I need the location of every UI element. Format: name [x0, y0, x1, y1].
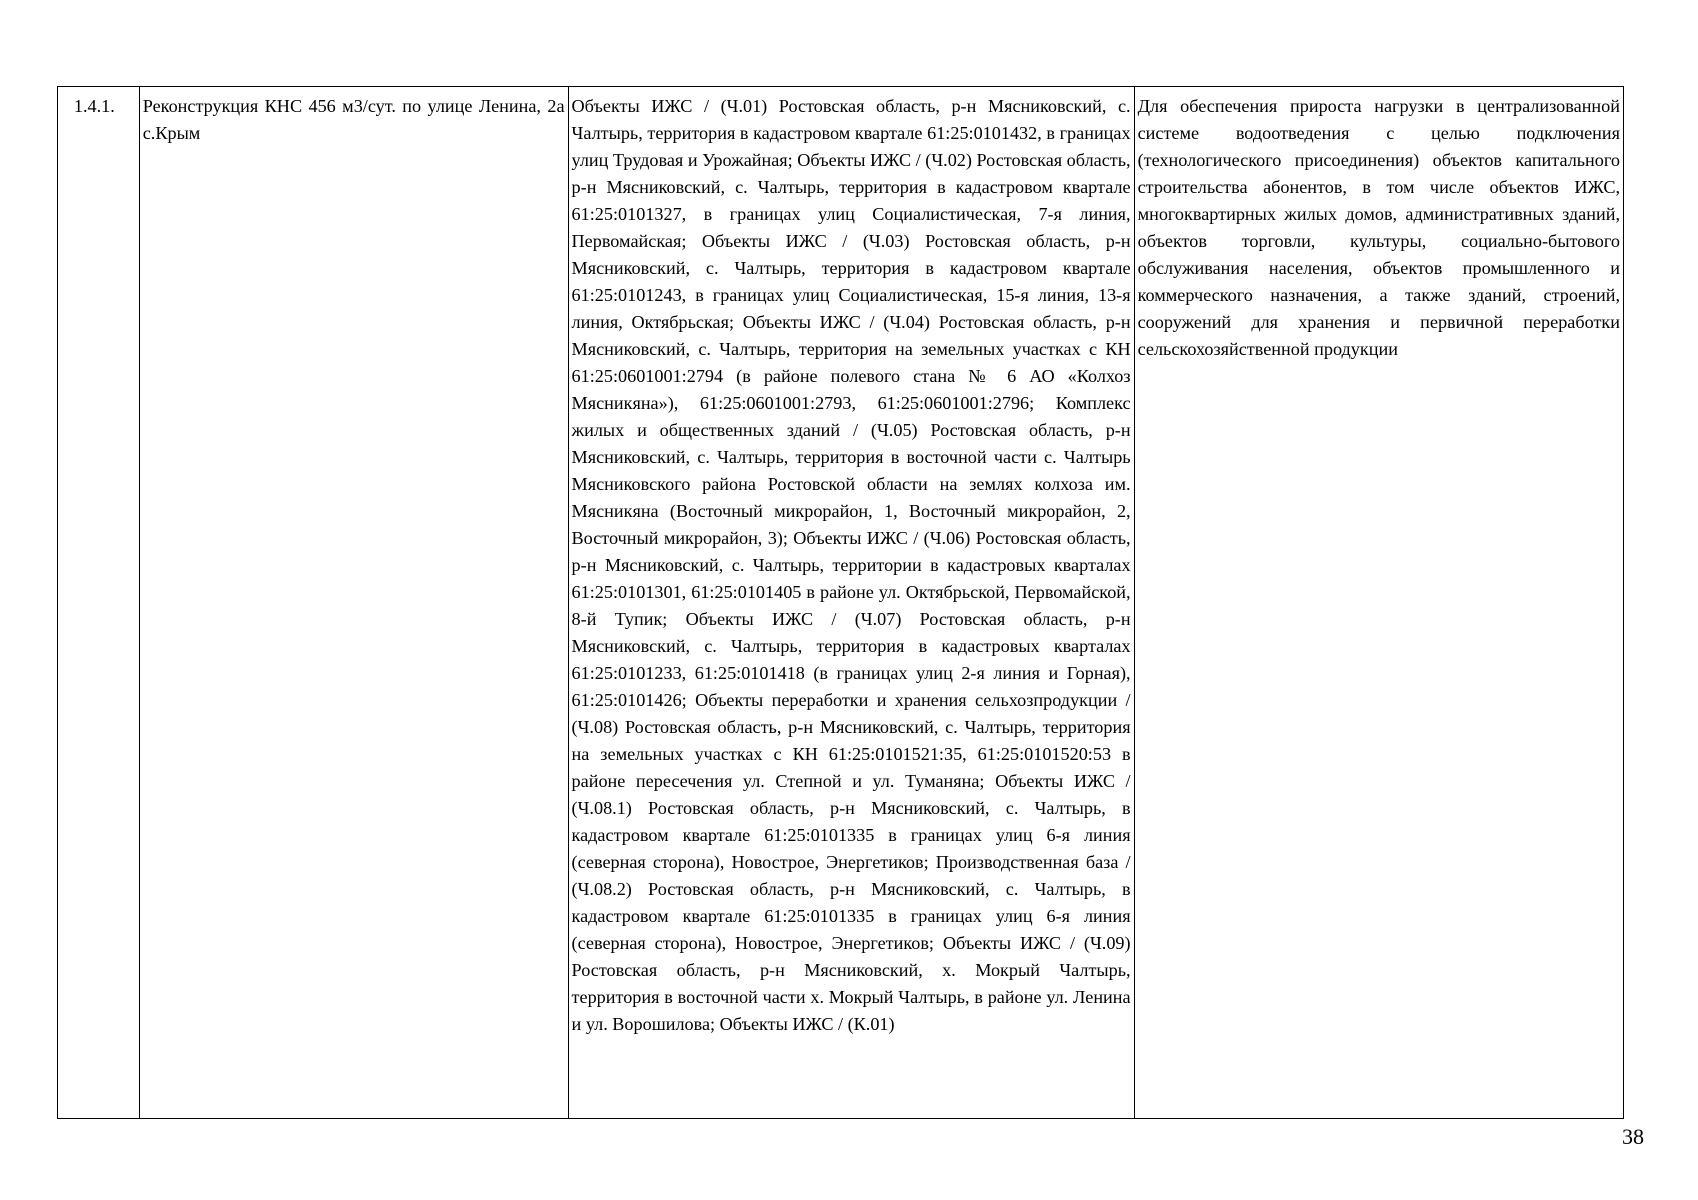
item-number: 1.4.1. [58, 87, 140, 1119]
page-number: 38 [1622, 1124, 1644, 1149]
project-name: Реконструкция КНС 456 м3/сут. по улице Ленина, 2а с.Крым [139, 87, 568, 1119]
connected-objects: Объекты ИЖС / (Ч.01) Ростовская область, р-н Мясниковский, с. Чалтырь, территория в кадастровом квартале 61:25:0101432, в границах улиц Трудовая и Урожайная; Объекты ИЖС / (Ч.02) Ростовская область, р-н Мясниковский, с. Чалтырь, территория в кадастровом квартале 61:25:0101327, в границах улиц Социалистическая, 7-я линия, Первомайская; Объекты ИЖС / (Ч.03) Ростовская область, р-н Мясниковский, с. Чалтырь, территория в кадастровом квартале 61:25:0101243, в границах улиц Социалистическая, 15-я линия, 13-я линия, Октябрьская; Объекты ИЖС / (Ч.04) Ростовская область, р-н Мясниковский, с. Чалтырь, территория на земельных участках с КН 61:25:0601001:2794 (в районе полевого стана № 6 АО «Колхоз Мясникяна»), 61:25:0601001:2793, 61:25:0601001:2796; Комплекс жилых и общественных зданий / (Ч.05) Ростовская область, р-н Мясниковский, с. Чалтырь, территория в восточной части с. Чалтырь Мясниковского района Ростовской области на землях колхоза им. Мясникяна (Восточный микрорайон, 1, Восточный микрорайон, 2, Восточный микрорайон, 3); Объекты ИЖС / (Ч.06) Ростовская область, р-н Мясниковский, с. Чалтырь, территории в кадастровых кварталах 61:25:0101301, 61:25:0101405 в районе ул. Октябрьской, Первомайской, 8-й Тупик; Объекты ИЖС / (Ч.07) Ростовская область, р-н Мясниковский, с. Чалтырь, территория в кадастровых кварталах 61:25:0101233, 61:25:0101418 (в границах улиц 2-я линия и Горная), 61:25:0101426; Объекты переработки и хранения сельхозпродукции / (Ч.08) Ростовская область, р-н Мясниковский, с. Чалтырь, территория на земельных участках с КН 61:25:0101521:35, 61:25:0101520:53 в районе пересечения ул. Степной и ул. Туманяна; Объекты ИЖС / (Ч.08.1) Ростовская область, р-н Мясниковский, с. Чалтырь, в кадастровом квартале 61:25:0101335 в границах улиц 6-я линия (северная сторона), Новострое, Энергетиков; Производственная база / (Ч.08.2) Ростовская область, р-н Мясниковский, с. Чалтырь, в кадастровом квартале 61:25:0101335 в границах улиц 6-я линия (северная сторона), Новострое, Энергетиков; Объекты ИЖС / (Ч.09) Ростовская область, р-н Мясниковский, х. Мокрый Чалтырь, территория в восточной части х. Мокрый Чалтырь, в районе ул. Ленина и ул. Ворошилова; Объекты ИЖС / (К.01) [568, 87, 1134, 1119]
table-row [58, 87, 1624, 1119]
project-purpose: Для обеспечения прироста нагрузки в централизованной системе водоотведения с целью подключения (технологического присоединения) объектов капитального строительства абонентов, в том числе объектов ИЖС, многоквартирных жилых домов, административных зданий, объектов торговли, культуры, социально-бытового обслуживания населения, объектов промышленного и коммерческого назначения, а также зданий, строений, сооружений для хранения и первичной переработки сельскохозяйственной продукции [1134, 87, 1623, 1119]
document-table [57, 86, 1624, 1119]
